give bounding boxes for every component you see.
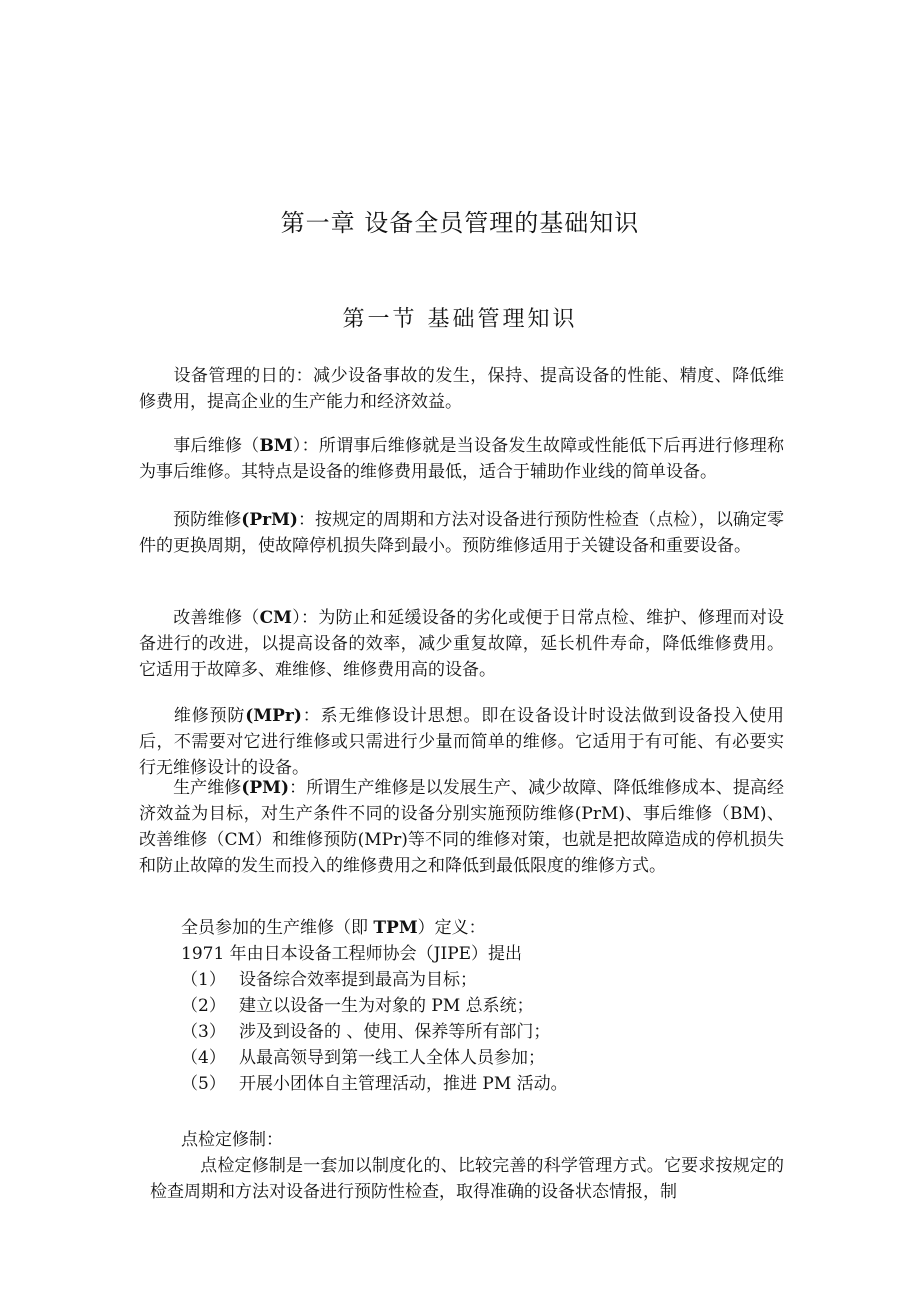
list-number: （1） [181,970,226,990]
paragraph-text: 所谓事后维修就是当设备发生故障或性能低下后再进行修理称为事后维修。其特点是设备的维修费用最低，适合于辅助作业线的简单设备。 [139,436,785,482]
paragraph-text: 系无维修设计思想。即在设备设计时设法做到设备投入使用后，不需要对它进行维修或只需进行少量而简单的维修。它适用于有可能、有必要实行无维修设计的设备。 [139,706,785,778]
paragraph-text: 为防止和延缓设备的劣化或便于日常点检、维护、修理而对设备进行的改进，以提高设备的效率，减少重复故障，延长机件寿命，降低维修费用。它适用于故障多、难维修、维修费用高的设备。 [139,608,785,680]
tpm-heading [181,915,781,941]
term-abbr: CM [259,608,292,628]
term-abbr: (MPr) [245,706,302,726]
term-label-end: ）： [291,608,319,628]
list-text: 设备综合效率提到最高为目标； [239,970,477,990]
list-text: 开展小团体自主管理活动，推进 PM 活动。 [239,1074,568,1094]
list-text: 涉及到设备的 、使用、保养等所有部门； [239,1022,551,1042]
list-item [181,1045,781,1071]
paragraph-pm [139,775,784,879]
paragraph-mpr [139,703,784,781]
paragraph-prm [139,507,784,559]
paragraph-text: 设备管理的日的：减少设备事故的发生，保持、提高设备的性能、精度、降低维修费用，提高企业的生产能力和经济效益。 [139,366,784,412]
term-label: 事后维修（ [173,436,260,456]
term-abbr: (PM) [241,778,290,798]
list-item [181,967,781,993]
term-label: 维修预防 [173,706,246,726]
term-abbr: BM [259,436,293,456]
term-colon: ： [301,706,321,726]
list-text: 建立以设备一生为对象的 PM 总系统； [239,996,534,1016]
tpm-origin: 1971 年由日本设备工程师协会（JIPE）提出 [181,944,523,964]
list-number: （4） [181,1048,226,1068]
term-colon: ： [289,778,307,798]
term-abbr: (PrM) [241,510,298,530]
tpm-abbr: TPM [373,918,418,938]
list-number: （3） [181,1022,226,1042]
paragraph-bm [139,433,784,485]
inspection-heading: 点检定修制： [181,1130,283,1150]
chapter-title: 第一章 设备全员管理的基础知识 [280,209,640,237]
tpm-definition [181,915,781,1097]
paragraph-inspection [150,1153,784,1205]
paragraph-purpose [139,363,784,415]
term-label: 改善维修（ [173,608,260,628]
term-label-end: ）： [292,436,319,456]
list-item [181,1019,781,1045]
list-item [181,1071,781,1097]
list-number: （2） [181,996,226,1016]
term-label: 预防维修 [173,510,242,530]
term-label: 生产维修 [173,778,242,798]
tpm-heading-post: ）定义： [417,918,486,938]
paragraph-text: 所谓生产维修是以发展生产、减少故障、降低维修成本、提高经济效益为目标，对生产条件不同的设备分别实施预防维修(PrM)、事后维修（BM)、改善维修（CM）和维修预防(MPr)等不同的维修对策，也就是把故障造成的停机损失和防止故障的发生而投入的维修费用之和降低到最低限度的维修方式。 [139,778,785,876]
paragraph-text: 按规定的周期和方法对设备进行预防性检查（点检），以确定零件的更换周期，使故障停机损失降到最小。预防维修适用于关键设备和重要设备。 [139,510,785,556]
list-item [181,993,781,1019]
term-colon: ： [297,510,316,530]
section-title: 第一节 基础管理知识 [342,307,578,332]
paragraph-text: 点检定修制是一套加以制度化的、比较完善的科学管理方式。它要求按规定的检查周期和方法对设备进行预防性检查，取得准确的设备状态情报，制 [150,1156,784,1202]
paragraph-cm [139,605,784,683]
list-text: 从最高领导到第一线工人全体人员参加； [239,1048,545,1068]
list-number: （5） [181,1074,226,1094]
tpm-heading-pre: 全员参加的生产维修（即 [181,918,374,938]
